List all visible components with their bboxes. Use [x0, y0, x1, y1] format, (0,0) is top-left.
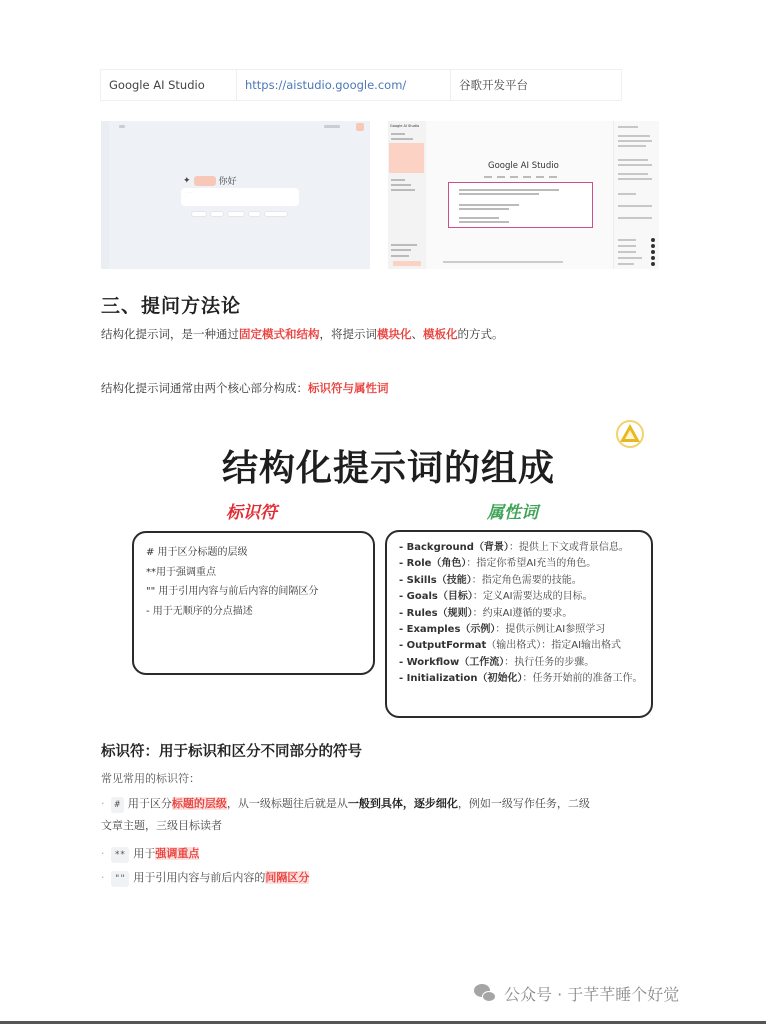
identifier-item: - 用于无顺序的分点描述 [146, 605, 253, 617]
screenshot-highlight-box [448, 182, 593, 228]
bullet-dot: · [101, 871, 105, 884]
screenshot-run-settings [613, 121, 659, 269]
identifier-item: **用于强调重点 [146, 566, 216, 578]
bullet-dot: · [101, 847, 105, 860]
screenshot-sidebar [388, 121, 426, 269]
identifier-heading: 标识符：用于标识和区分不同部分的符号 [101, 744, 362, 760]
screenshot-redacted-button [393, 261, 421, 266]
screenshot-avatar [356, 123, 364, 131]
screenshot-top-label [119, 125, 125, 128]
badge-logo-icon [614, 418, 646, 450]
screenshot-prompt-bar [443, 261, 563, 263]
footer-text: 公众号 · 于芊芊睡个好觉 [504, 985, 680, 1004]
attribute-box [385, 530, 653, 718]
attribute-item: - OutputFormat（输出格式）：指定AI输出格式 [399, 640, 622, 652]
wechat-icon [474, 984, 498, 1004]
inline-code: "" [111, 871, 130, 887]
attribute-item: - Background（背景）：提供上下文或背景信息。 [399, 542, 629, 553]
attribute-label: 属性词 [487, 503, 538, 523]
screenshot-chip [227, 211, 245, 217]
redacted-name [194, 176, 216, 186]
section-heading: 三、提问方法论 [101, 295, 242, 317]
attribute-item: - Role（角色）：指定你希望AI充当的角色。 [399, 558, 597, 570]
identifier-bullet-asterisk: · ** 用于强调重点 [101, 842, 199, 865]
bullet-dot: · [101, 797, 105, 810]
attribute-item: - Rules（规则）：约束AI遵循的要求。 [399, 607, 573, 619]
identifier-bullet-quote: · "" 用于引用内容与前后内容的间隔区分 [101, 866, 309, 889]
screenshot-chip [210, 211, 224, 217]
screenshot-chip [248, 211, 261, 217]
identifier-box [132, 531, 375, 675]
screenshot-left-rail [101, 121, 109, 269]
attribute-item: - Examples（示例）：提供示例让AI参照学习 [399, 624, 606, 636]
table-cell-url-link[interactable]: https://aistudio.google.com/ [237, 70, 451, 100]
identifier-intro: 常见常用的标识符： [101, 772, 200, 785]
sparkle-icon: ✦ [183, 175, 191, 186]
attribute-item: - Goals（目标）：定义AI需要达成的目标。 [399, 591, 593, 603]
identifier-label: 标识符 [226, 503, 277, 523]
identifier-item: "" 用于引用内容与前后内容的间隔区分 [146, 586, 319, 597]
components-paragraph: 结构化提示词通常由两个核心部分构成：标识符与属性词 [101, 381, 389, 395]
screenshot-redacted-panel [389, 143, 424, 173]
intro-paragraph: 结构化提示词，是一种通过固定模式和结构，将提示词模块化、模板化的方式。 [101, 327, 504, 341]
screenshot-chip [264, 211, 288, 217]
attribute-item: - Initialization（初始化）：任务开始前的准备工作。 [399, 673, 643, 685]
inline-code: # [111, 797, 124, 813]
identifier-item: # 用于区分标题的层级 [146, 547, 248, 558]
screenshot-ai-studio [388, 121, 659, 269]
screenshot-input-box: ··· ··· [181, 188, 299, 206]
attribute-item: - Workflow（工作流）：执行任务的步骤。 [399, 656, 595, 668]
screenshot-tabs [484, 176, 557, 178]
screenshot-chip [191, 211, 207, 217]
inline-code: ** [111, 847, 130, 863]
screenshot-chips [191, 211, 288, 217]
info-table [100, 69, 622, 101]
footer-watermark [474, 982, 679, 1005]
identifier-bullet-hash-cont: 文章主题，三级目标读者 [101, 819, 222, 832]
attribute-item: - Skills（技能）：指定角色需要的技能。 [399, 574, 582, 586]
screenshot-top-button [324, 125, 340, 128]
identifier-bullet-hash: · # 用于区分标题的层级，从一级标题往后就是从一般到具体，逐步细化，例如一级写作任务，二级 [101, 792, 590, 815]
screenshot-greeting: ✦ 你好 [183, 175, 237, 187]
screenshot-chat-home [101, 121, 370, 269]
table-cell-name: Google AI Studio [101, 70, 237, 100]
screenshot-logo: Google AI Studio [390, 124, 420, 128]
screenshot-title: Google AI Studio [488, 161, 559, 171]
table-cell-desc: 谷歌开发平台 [459, 78, 528, 92]
graphic-title: 结构化提示词的组成 [222, 448, 556, 489]
